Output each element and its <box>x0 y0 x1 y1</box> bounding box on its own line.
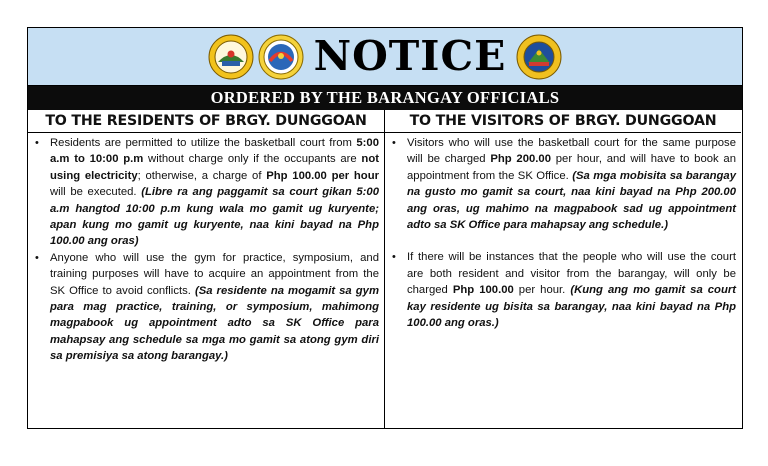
notice-title: NOTICE <box>313 32 507 80</box>
text: ; otherwise, a charge of <box>137 169 267 182</box>
visitor-rate: Php 200.00 <box>490 153 551 166</box>
list-item <box>50 135 379 250</box>
text: Visitors who will use the basketball court for the same purpose will be charged <box>407 137 736 166</box>
text: per hour, and will have to book an appointment from the SK Office. <box>407 153 736 182</box>
list-item <box>50 250 379 365</box>
cebuano-translation: (Sa residente na mogamit sa gym para mag practice, training, or symposium, mahimong magpabook ug appointment adto sa SK Office para mahapsay ang schedule sa mga mo gamit sa atong gym diri sa premisiya sa atong barangay.) <box>50 284 379 363</box>
mixed-group-rate: Php 100.00 <box>452 284 514 297</box>
ordered-by-bar: ORDERED BY THE BARANGAY OFFICIALS <box>28 86 742 110</box>
list-item <box>407 249 736 331</box>
list-item <box>407 135 736 233</box>
residents-column <box>28 110 385 429</box>
text: Anyone who will use the gym for practice, symposium, and training purposes will have to acquire an appointment from the SK Office to avoid conflicts. <box>50 251 379 297</box>
text: will be executed. <box>50 186 142 199</box>
residents-heading: TO THE RESIDENTS OF BRGY. DUNGGOAN <box>28 110 384 133</box>
cebuano-translation: (Kung ang mo gamit sa court kay residente ug bisita sa barangay, naa kini bayad na Php 100.00 ang oras.) <box>407 284 737 330</box>
notice-banner <box>28 28 742 86</box>
text: per hour. <box>513 284 571 297</box>
notice-columns <box>28 110 742 429</box>
visitors-column <box>385 110 741 429</box>
notice-poster <box>27 27 743 429</box>
barangay-dunggoan-seal-icon <box>208 34 254 80</box>
cebuano-translation: (Libre ra ang paggamit sa court gikan 5:00 a.m hangtod 10:00 p.m kung wala mo gamit ug kuryente; apan kung mo gamit ug kuryente, naa kini bayad na Php 100.00 ang oras) <box>50 186 379 248</box>
cebuano-translation: (Sa mga mobisita sa barangay na gusto mo gamit sa court, naa kini bayad na Php 200.00 ang oras, ug mahimo na magpabook sad ug appointment adto sa SK Office para mahapsay ang schedule.) <box>407 169 736 232</box>
text: without charge only if the occupants are <box>143 153 362 166</box>
text: Residents are permitted to utilize the basketball court from <box>50 137 357 149</box>
hourly-charge: Php 100.00 per hour <box>266 169 379 182</box>
text: If there will be instances that the people who will use the court are both resident and visitor from the barangay, will only be charged <box>407 251 736 297</box>
city-of-danao-seal-icon <box>516 34 562 80</box>
sangguniang-kabataan-seal-icon <box>258 34 304 80</box>
visitors-list <box>385 135 741 331</box>
visitors-heading: TO THE VISITORS OF BRGY. DUNGGOAN <box>385 110 741 133</box>
residents-list <box>28 135 384 365</box>
time-range: 5:00 a.m to 10:00 p.m <box>50 137 379 166</box>
electricity-condition: not using electricity <box>50 153 379 182</box>
